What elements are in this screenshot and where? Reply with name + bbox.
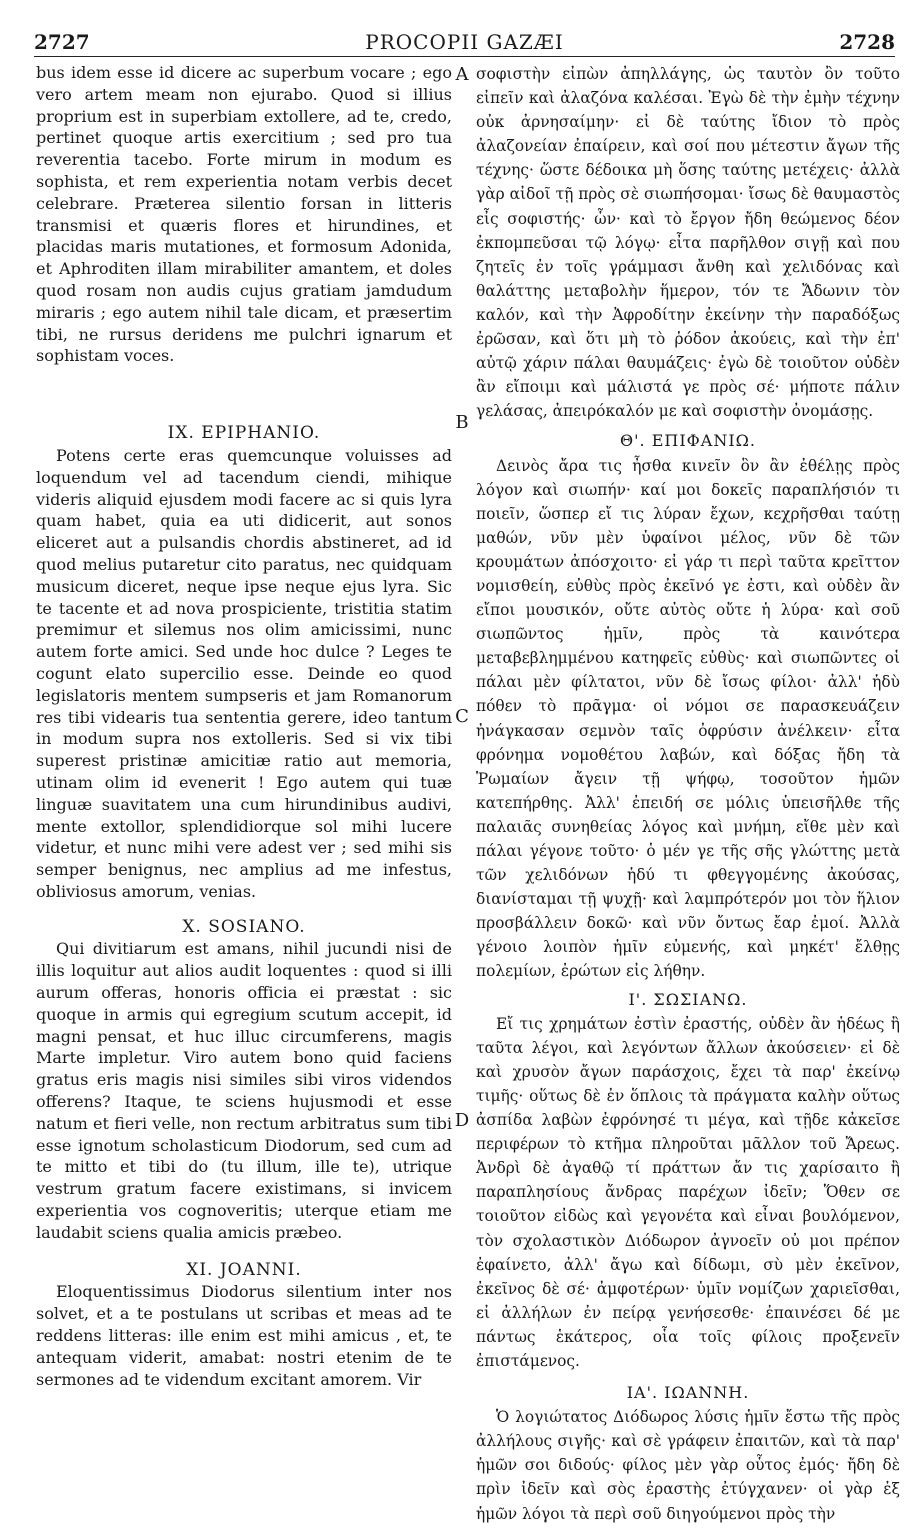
greek-intro-paragraph: σοφιστὴν εἰπὼν ἀπηλλάγης, ὡς ταυτὸν ὂν τοῦτο εἰπεῖν καὶ ἀλαζόνα καλέσαι. Ἐγὼ δὲ τὴν ἐμὴν τέχνην οὐκ ἀρνησαίμην· εἰ δὲ ταύτης ἴδιον τὸ πρὸς ἀλαζονείαν ἐπαίρειν, καὶ σοί που μέτεστιν ἄγων τῆς τέχνης· ὥστε δέδοικα μὴ ὅσης ταύτης μετέχεις· ἀλλὰ γὰρ αἰδοῖ τῇ πρὸς σὲ σιωπήσομαι· ἴσως δὲ θαυμαστὸς εἶς σοφιστής· ὧν· καὶ τὸ ἔργον ἤδη θεώμενος δέον ἐκπομπεῦσαι τῷ λόγῳ· εἶτα παρῆλθον σιγῇ καὶ που ζητεῖς ἐν τοῖς γράμμασι ἄνθη καὶ χελιδόνας καὶ θαλάττης μεταβολὴν ἥμερον, τόν τε Ἄδωνιν τὸν καλόν, καὶ τὴν Ἀφροδίτην ἐκείνην τὴν παραδόξως ἐρῶσαν, καὶ ὅτι μὴ τὸ ῥόδον ἀκούεις, καὶ τὴν ἐπ' αὐτῷ χάριν πάλαι θαυμάζεις· ἐγὼ δὲ τοιοῦτον οὐδὲν ἂν εἴποιμι καὶ μάλιστά γε πρὸς σέ· μήποτε πάλιν γελάσας, ἀπειρόκαλόν με καὶ σοφιστὴν ὀνομάσῃς. (476, 65, 900, 421)
running-header (34, 30, 895, 57)
latin-letter-11: Eloquentissimus Diodorus silentium inter nos solvet, et a te postulans ut scribas et meas ad te reddens litteras: ille enim est mihi amicus , et, te antequam viderit, amabat: nostri etenim de te sermones ad te videndum excitant amorem. Vir (36, 1282, 452, 1389)
section-marker-d: D (454, 1110, 470, 1131)
greek-heading-9: Θ'. ΕΠΙΦΑΝΙΩ. (620, 431, 756, 451)
section-marker-c: C (455, 706, 469, 727)
latin-letter-9: Potens certe eras quemcunque voluisses ad loquendum vel ad tacendum ciendi, mihique videris aliquid ejusdem modi facere ac si quis lyra quam habet, quia ea uti didicerit, aut sonos eliceret aut a pulsandis chordis abstineret, ad id quod melius putaretur cito paratus, nec quidquam musicum diceret, neque ipse neque ejus lyra. Sic te tacente et ad nova prospiciente, tristitia statim premimur et silemus nos olim amicissimi, nunc autem forte amici. Sed unde hoc dulce ? Leges te cogunt elato supercilio esse. Deinde eo quod legislatoris mentem sumpseris et jam Romanorum res tibi videaris tua sententia gerere, ideo tantum in modum supra nos extolleris. Sed si vix tibi superest pristinæ amicitiæ ratio aut memoria, utinam olim id evenerit ! Ego autem qui tuæ linguæ suavitatem una cum hirundinibus audivi, mente extollor, splendidiorque sol mihi lucere videtur, et nunc mihi vere adest ver ; sed mihi sis semper benignus, nec amplius ad me infestus, obliviosus amorum, venias. (36, 445, 452, 901)
greek-column (476, 62, 900, 1526)
column-number-left: 2727 (34, 30, 90, 54)
column-number-right: 2728 (839, 30, 895, 54)
greek-letter-10: Εἴ τις χρημάτων ἐστὶν ἐραστής, οὐδὲν ἂν ἡδέως ἢ ταῦτα λέγοι, καὶ λεγόντων ἄλλων ἀκούσειεν· εἰ δὲ καὶ χρυσὸν ἄγων παράσχοις, ἔχει τὰ παρ' ἐκείνῳ τιμῆς· οὕτως δὲ ἐν ὅπλοις τὰ πράγματα καλὴν οὕτως ἀσπίδα λαβὼν ἐφρόνησέ τι μέγα, καὶ τῇδε κἀκεῖσε περιφέρων τὸ κτῆμα πληροῦται μᾶλλον τοῦ Ἄρεως. Ἀνδρὶ δὲ ἀγαθῷ τί πράττων ἄν τις χαρίσαιτο ἢ παραπλησίους ἄνδρας παρέχων ἰδεῖν; Ὅθεν σε τοιοῦτον εἰδὼς καὶ γεγονέτα καὶ εἶναι βουλόμενον, τὸν σχολαστικὸν Διόδωρον ἀγνοεῖν οὐ μοι πρέπον ἐφαίνετο, ἀλλ' ἄγω καὶ δίδωμι, σὺ μὲν ἐκεῖνον, ἐκεῖνος δὲ σέ· ἀμφοτέρων· ὑμῖν νομίζων χαριεῖσθαι, εἰ ἀλλήλων ἐν πείρᾳ γενήσεσθε· ἐπαινέσει δέ με πάντως ἑκάτερος, οἷα τοῖς φίλοις προξενεῖν ἐπιστάμενος. (476, 1014, 900, 1370)
section-marker-b: B (455, 412, 469, 433)
greek-letter-9: Δεινὸς ἄρα τις ἦσθα κινεῖν ὃν ἂν ἐθέλῃς πρὸς λόγον καὶ σιωπήν· καί μοι δοκεῖς παραπλήσιόν τι ποιεῖν, ὥσπερ εἴ τις λύραν ἔχων, κεχρῆσθαι ταύτῃ μαθών, νῦν μὲν ὑφαίνοι μέλος, νῦν δὲ τῶν κρουμάτων ἀπόσχοιτο· εἰ γάρ τι περὶ ταῦτα κρεῖττον νομισθείη, εὐθὺς πρὸς ἐκεῖνό γε ἐστι, καὶ οὐδὲν ἂν εἴποι μουσικόν, οὔτε αὐτὸς οὔτε ἡ λύρα· καὶ σοῦ σιωπῶντος ἡμῖν, πρὸς τὰ καινότερα μεταβεβλημμένου κατηφεῖς εὐθὺς· καὶ σιωπῶντες οἱ πάλαι μὲν φίλτατοι, νῦν δὲ ἴσως φίλοι· ἀλλ' ἡδὺ πόθεν τὸ πρᾶγμα· οἱ νόμοι σε παρασκευάζειν ἠνάγκασαν σεμνὸν ταῖς ὀφρύσιν ἀνέλκειν· εἶτα φρόνημα νομοθέτου λαβών, καὶ δόξας ἤδη τὰ Ῥωμαίων ἄγειν τῇ ψήφῳ, τοσοῦτον ἡμῶν κατεπήρθης. Ἀλλ' ἐπειδή σε μόλις ὑπεισῆλθε τῆς παλαιᾶς συνηθείας λόγος καὶ μνήμη, εἴθε μὲν καὶ πάλαι γέγονε τοῦτο· ὁ μέν γε τῆς σῆς γλώττης μετὰ τῶν χελιδόνων ἡδύ τι φθεγγομένης ἀκούσας, διανίσταμαι τῇ ψυχῇ· καὶ λαμπρότερόν μοι τὸν ἥλιον προσβάλλειν δοκῶ· καὶ νῦν ὄντως ἔαρ ἐμοί. Ἀλλὰ γένοιο λοιπὸν ἡμῖν εὐμενής, καὶ μηκέτ' ἔλθῃς πολεμίων, ἐρώτων εἰς λήθην. (476, 456, 900, 981)
section-marker-a: A (455, 64, 469, 85)
running-title: PROCOPII GAZÆI (365, 30, 564, 54)
latin-letter-10: Qui divitiarum est amans, nihil jucundi nisi de illis loquitur aut alios audit loquentes : quod si illi aurum offeras, honoris officia ei præstat : sic quoque in armis qui egregium scutum accepit, id magni pensat, et huc illuc circumferens, magis Marte impletur. Viro autem bono quid faciens gratus eris magis nisi similes sibi viros videndos offerens? Itaque, te sciens hujusmodi et esse natum et fieri velle, non rectum arbitratus sum tibi esse ignotum scholasticum Diodorum, sed cum ad te mitto et tibi do (tu illum, ille te), utrique vestrum gratum facere existimans, si invicem experientia vos cognoveritis; uterque etiam me laudabit sciens qualia amicis præbeo. (36, 939, 452, 1242)
greek-letter-11: Ὁ λογιώτατος Διόδωρος λύσις ἡμῖν ἔστω τῆς πρὸς ἀλλήλους σιγῆς· καὶ σὲ γράφειν ἐπαιτῶν, καὶ τὰ παρ' ἡμῶν σοι διδούς· φίλος μὲν γὰρ οὗτος ἐμός· ἤδη δὲ πρὶν ἰδεῖν καὶ σὸς ἐραστὴς ἐτύγχανεν· οἱ γὰρ ἐξ ἡμῶν λόγοι τὰ περὶ σοῦ διηγούμενοι πρὸς τὴν (476, 1408, 900, 1523)
latin-heading-11: XI. JOANNI. (186, 1259, 302, 1280)
latin-intro-paragraph: bus idem esse id dicere ac superbum vocare ; ego vero artem meam non ejurabo. Quod si illius proprium est in superbiam extollere, ad te, credo, pertinet quoque artis exercitium ; sed pro tua reverentia tacebo. Forte mirum in modum es sophista, et rem experientia notam verbis decet celebrare. Prætereа silentio forsan in litteris transmisi et quæris flores et hirundines, et placidas maris mutationes, et formosum Adonida, et Aphroditen illam mirabiliter amantem, et doles quod rosam non audis cujus gratiam jamdudum miraris ; ego autem nihil tale dicam, et præsertim tibi, ne rursus deridens me pulchri ignarum et sophistam voces. (36, 63, 452, 366)
latin-heading-10: X. SOSIANO. (182, 916, 306, 937)
greek-heading-10: Ι'. ΣΩΣΙΑΝΩ. (628, 989, 748, 1009)
latin-heading-9: IX. EPIPHANIO. (167, 423, 321, 444)
latin-column (36, 62, 452, 1390)
greek-heading-11: ΙΑ'. ΙΩΑΝΝΗ. (626, 1383, 750, 1403)
